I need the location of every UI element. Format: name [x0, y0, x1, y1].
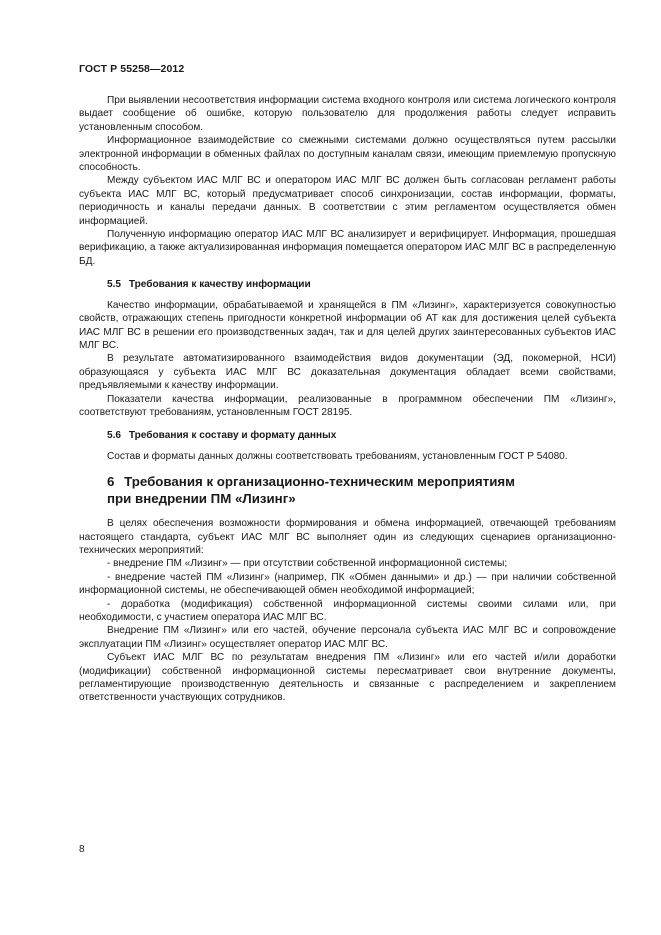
- list-item: - внедрение ПМ «Лизинг» — при отсутствии собственной информационной системы;: [107, 558, 508, 570]
- section-title: Требования к составу и формату данных: [128, 430, 337, 442]
- paragraph: Внедрение ПМ «Лизинг» или его частей, обучение персонала субъекта ИАС МЛГ ВС и сопровождение эксплуатации ПМ «Лизинг» осуществляет оператор ИАС МЛГ ВС.: [79, 625, 616, 650]
- document-code-header: ГОСТ Р 55258—2012: [79, 63, 185, 75]
- section-number: 5.6: [107, 430, 122, 442]
- list-item: - внедрение частей ПМ «Лизинг» (например, ПК «Обмен данными» и др.) — при наличии собственной информационной системы, не обеспечивающей обмен необходимой информацией;: [79, 571, 616, 597]
- paragraph: В целях обеспечения возможности формирования и обмена информацией, отвечающей требованиям настоящего стандарта, субъект ИАС МЛГ ВС выполняет один из следующих сценариев организационно-технических мероприятий:: [79, 518, 616, 556]
- paragraph: Между субъектом ИАС МЛГ ВС и оператором ИАС МЛГ ВС должен быть согласован регламент работы субъекта ИАС МЛГ ВС, который предусматривает способ синхронизации, состав информации, форматы, периодичность и каналы передачи данных. В соответствии с этим регламентом осуществляется обмен информацией.: [79, 175, 616, 227]
- section-heading-5-5: [107, 278, 616, 291]
- page-number: 8: [79, 844, 85, 855]
- paragraph: Качество информации, обрабатываемой и хранящейся в ПМ «Лизинг», характеризуется совокупностью свойств, отражающих степень пригодности конкретной информации об АТ как для достижения целей субъекта ИАС МЛГ ВС в решении его производственных задач, так и для целей других заинтересованных субъектов ИАС МЛГ ВС.: [79, 299, 616, 351]
- document-body: [79, 94, 616, 705]
- paragraph: Полученную информацию оператор ИАС МЛГ ВС анализирует и верифицирует. Информация, прошедшая верификацию, а также актуализированная информация помещается оператором ИАС МЛГ ВС в распределенную БД.: [79, 229, 616, 267]
- section-number: 5.5: [107, 279, 122, 291]
- paragraph: Состав и форматы данных должны соответствовать требованиям, установленным ГОСТ Р 54080.: [107, 450, 568, 462]
- section-title-line-2: при внедрении ПМ «Лизинг»: [107, 490, 296, 506]
- paragraph: В результате автоматизированного взаимодействия видов документации (ЭД, покомерной, НСИ) образующаяся у субъекта ИАС МЛГ ВС доказательная документация обладает всеми свойствами, предъявляемыми к качеству информации.: [79, 353, 616, 392]
- section-number: 6: [107, 474, 115, 490]
- paragraph: При выявлении несоответствия информации система входного контроля или система логического контроля выдает сообщение об ошибке, которую пользователю для продолжения работы следует исправить установленным способом.: [79, 95, 616, 133]
- paragraph: Информационное взаимодействие со смежными системами должно осуществляться путем рассылки электронной информации в обменных файлах по доступным каналам связи, имеющим приемлемую пропускную способность.: [79, 135, 616, 174]
- section-title: Требования к качеству информации: [128, 279, 311, 291]
- list-item: - доработка (модификация) собственной информационной системы своими силами или, при необходимости, с участием оператора ИАС МЛГ ВС.: [79, 598, 616, 623]
- section-heading-5-6: [107, 429, 616, 442]
- section-title-line-1: Требования к организационно-техническим мероприятиям: [124, 474, 515, 490]
- section-heading-6: [107, 474, 616, 507]
- paragraph: Субъект ИАС МЛГ ВС по результатам внедрения ПМ «Лизинг» или его частей и/или доработки (модификации) собственной информационной системы пересматривает свои внутренние документы, регламентирующие производственную деятельность и связанные с распределением и закреплением ответственности участвующих сотрудников.: [79, 652, 616, 704]
- paragraph: Показатели качества информации, реализованные в программном обеспечении ПМ «Лизинг», соответствуют требованиям, установленным ГОСТ 28195.: [79, 393, 616, 418]
